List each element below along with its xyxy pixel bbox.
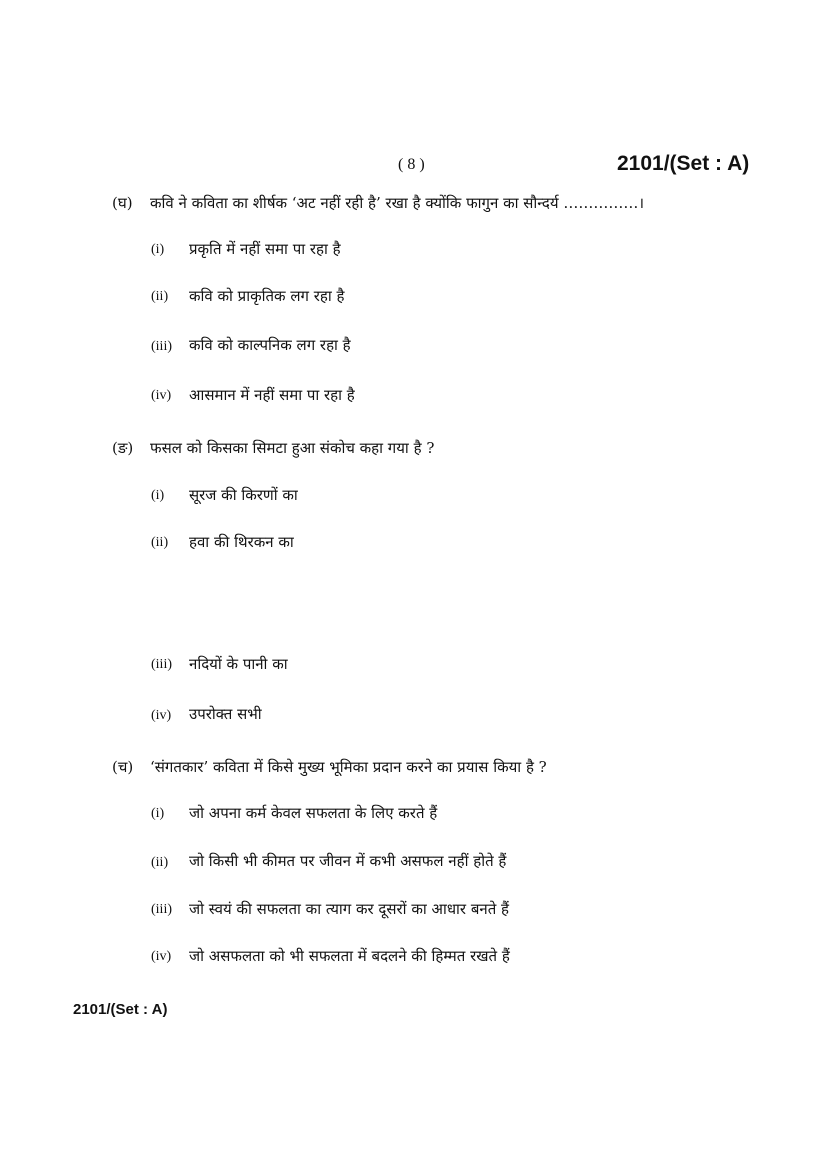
option-text: सूरज की किरणों का: [189, 486, 298, 504]
option-text: जो किसी भी कीमत पर जीवन में कभी असफल नहीं होते हैं: [189, 852, 507, 870]
question-text: फसल को किसका सिमटा हुआ संकोच कहा गया है ?: [150, 439, 435, 457]
question-label: (घ): [112, 194, 133, 212]
option-text: प्रकृति में नहीं समा पा रहा है: [189, 240, 341, 258]
option-label: (ii): [151, 535, 169, 550]
option-text: उपरोक्त सभी: [189, 705, 262, 723]
question-label: (च): [112, 758, 134, 776]
option-text: जो स्वयं की सफलता का त्याग कर दूसरों का आधार बनते हैं: [189, 900, 510, 918]
option-label: (iv): [151, 949, 172, 964]
option-label: (iv): [151, 708, 172, 723]
option-label: (i): [151, 242, 165, 257]
header-set-code: 2101/(Set : A): [617, 152, 750, 175]
option-text: जो असफलता को भी सफलता में बदलने की हिम्मत रखते हैं: [189, 947, 510, 965]
option-text: नदियों के पानी का: [189, 655, 288, 673]
option-text: कवि को काल्पनिक लग रहा है: [189, 336, 351, 354]
page-number: ( 8 ): [398, 156, 425, 173]
option-label: (ii): [151, 855, 169, 870]
option-label: (iii): [151, 339, 172, 354]
option-label: (iii): [151, 657, 172, 672]
question-text: ‘संगतकार’ कविता में किसे मुख्य भूमिका प्रदान करने का प्रयास किया है ?: [150, 758, 547, 776]
question-label: (ङ): [112, 439, 134, 457]
option-label: (ii): [151, 289, 169, 304]
option-label: (iv): [151, 388, 172, 403]
option-label: (i): [151, 806, 165, 821]
option-label: (i): [151, 488, 165, 503]
option-text: कवि को प्राकृतिक लग रहा है: [189, 287, 345, 305]
footer-set-code: 2101/(Set : A): [73, 1001, 168, 1018]
option-label: (iii): [151, 902, 172, 917]
option-text: जो अपना कर्म केवल सफलता के लिए करते हैं: [189, 804, 438, 822]
question-text: कवि ने कविता का शीर्षक ‘अट नहीं रही है’ रखा है क्योंकि फागुन का सौन्दर्य ……………।: [150, 194, 645, 212]
option-text: आसमान में नहीं समा पा रहा है: [189, 386, 355, 404]
option-text: हवा की थिरकन का: [189, 533, 294, 551]
